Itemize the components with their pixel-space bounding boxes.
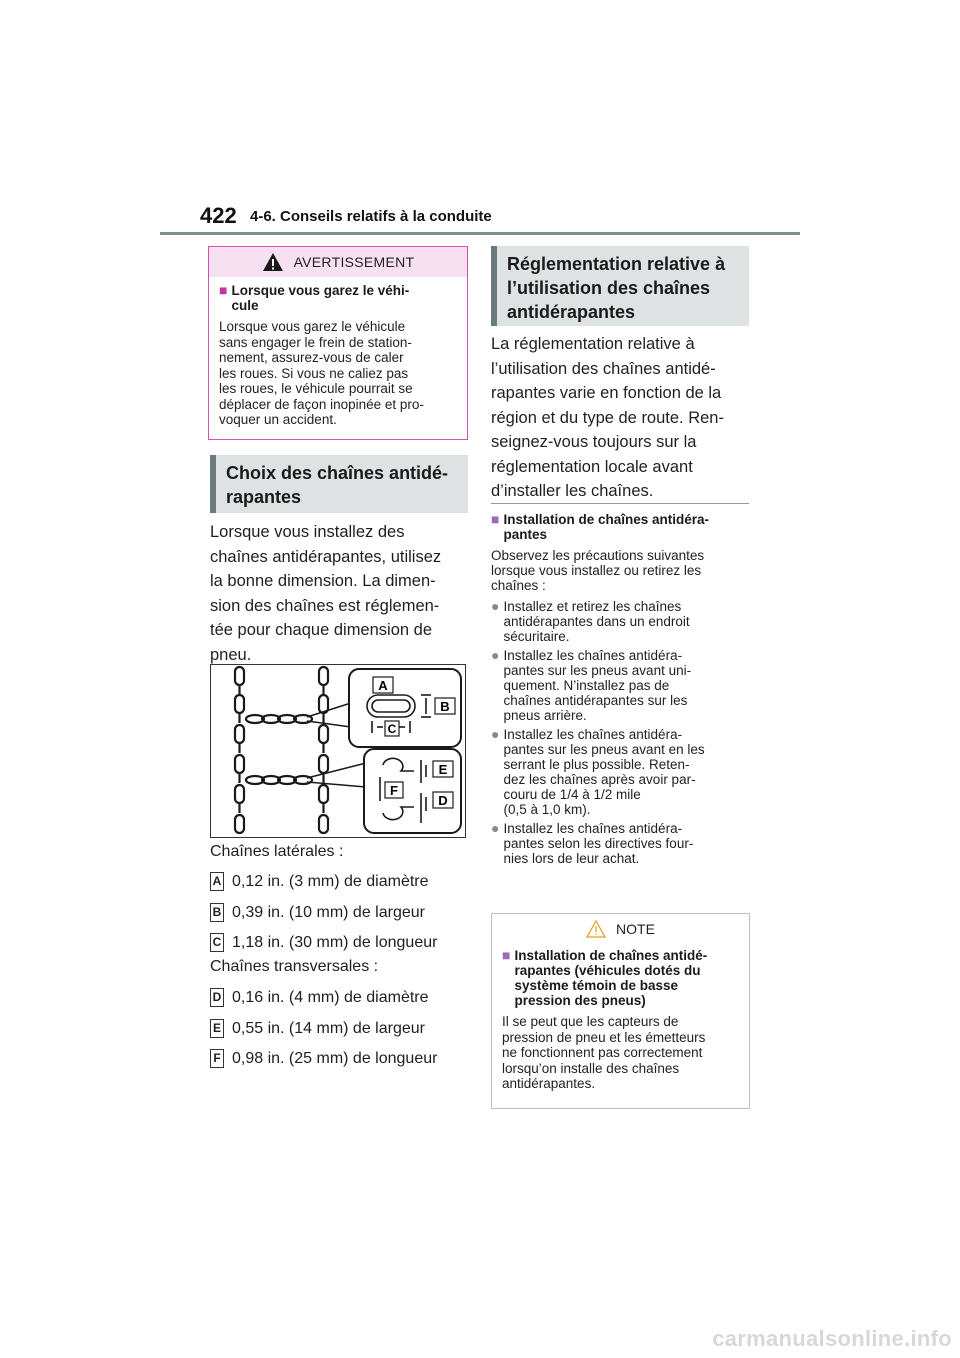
- diagram-label-d: [433, 792, 453, 808]
- warning-box: [208, 246, 468, 440]
- lateral-chains-label: Chaînes latérales :: [210, 843, 344, 860]
- chain-diagram: [210, 664, 466, 838]
- section-divider: [491, 503, 749, 504]
- letter-box-c: C: [210, 933, 224, 952]
- diagram-label-f: [385, 782, 403, 798]
- letter-box-e: E: [210, 1019, 224, 1038]
- note-text: Il se peut que les capteurs de pression de pneu et les émetteurs ne fonctionnent pas correctement lorsqu’on installe des chaînes antidérapantes.: [502, 1014, 706, 1091]
- square-bullet-icon: ■: [502, 947, 511, 963]
- note-title: NOTE: [616, 921, 655, 937]
- spec-text-f: 0,98 in. (25 mm) de longueur: [232, 1049, 438, 1067]
- section-title: 4-6. Conseils relatifs à la conduite: [250, 208, 492, 225]
- svg-text:E: E: [438, 762, 448, 777]
- spec-text-a: 0,12 in. (3 mm) de diamètre: [232, 872, 429, 890]
- letter-box-f: F: [210, 1049, 224, 1068]
- spec-text-e: 0,55 in. (14 mm) de largeur: [232, 1019, 425, 1037]
- letter-box-a: A: [210, 872, 224, 891]
- warning-text: Lorsque vous garez le véhicule sans engager le frein de station- nement, assurez-vous de caler les roues. Si vous ne caliez pas les roues, le véhicule pourrait se déplacer de façon inopinée et pro- voquer un accident.: [219, 319, 424, 427]
- reglementation-body: La réglementation relative à l’utilisation des chaînes antidé- rapantes varie en fonction de la région et du type de route. Ren- seignez-vous toujours sur la réglementation locale avant d’installer les chaînes.: [491, 335, 724, 500]
- installation-heading: Installation de chaînes antidéra- pantes: [503, 512, 710, 542]
- diagram-label-e: [433, 761, 453, 777]
- reglementation-heading: Réglementation relative à l’utilisation des chaînes antidérapantes: [491, 246, 749, 326]
- svg-text:B: B: [440, 699, 450, 714]
- spec-item-f: [210, 1049, 437, 1068]
- spec-text-d: 0,16 in. (4 mm) de diamètre: [232, 988, 429, 1006]
- warning-subtitle: Lorsque vous garez le véhi- cule: [231, 283, 410, 313]
- header-rule: [160, 232, 800, 235]
- list-item: ● Installez et retirez les chaînes antidérapantes dans un endroit sécuritaire.: [491, 598, 690, 644]
- warning-title: AVERTISSEMENT: [293, 254, 415, 270]
- installation-intro: Observez les précautions suivantes lorsque vous installez ou retirez les chaînes :: [491, 548, 705, 593]
- choix-heading: Choix des chaînes antidé- rapantes: [210, 455, 468, 513]
- choix-body: Lorsque vous installez des chaînes antidérapantes, utilisez la bonne dimension. La dimen- sion des chaînes est réglemen- tée pour chaque dimension de pneu.: [210, 523, 442, 664]
- svg-text:D: D: [438, 793, 448, 808]
- warning-triangle-icon: [262, 252, 284, 272]
- installation-subheading: [491, 512, 753, 542]
- square-bullet-icon: ■: [219, 282, 228, 298]
- watermark: carmanualsonline.info: [712, 1326, 952, 1351]
- svg-text:C: C: [387, 722, 397, 736]
- spec-text-c: 1,18 in. (30 mm) de longueur: [232, 933, 438, 951]
- bullet-dot-icon: ●: [491, 647, 500, 663]
- warning-header: [209, 247, 467, 277]
- list-item: ● Installez les chaînes antidéra- pantes sur les pneus avant en les serrant le plus possible. Reten- dez les chaînes après avoir par- couru de 1/4 à 1/2 mile (0,5 à 1,0 km).: [491, 726, 705, 817]
- letter-box-d: D: [210, 988, 224, 1007]
- note-subheading: [502, 948, 739, 1008]
- svg-text:A: A: [378, 678, 388, 693]
- bullet-dot-icon: ●: [491, 820, 500, 836]
- spec-text-b: 0,39 in. (10 mm) de largeur: [232, 903, 425, 921]
- cross-chains-label: Chaînes transversales :: [210, 958, 379, 975]
- bullet-dot-icon: ●: [491, 598, 500, 614]
- spec-item-e: [210, 1019, 425, 1038]
- caution-triangle-icon: [586, 920, 606, 938]
- bullet-dot-icon: ●: [491, 726, 500, 742]
- diagram-label-b: [435, 698, 455, 714]
- list-item: ● Installez les chaînes antidéra- pantes sur les pneus avant uni- quement. N’installez pas de chaînes antidérapantes sur les pneus arrière.: [491, 647, 692, 723]
- diagram-label-c: [385, 721, 399, 736]
- warning-subheading: [219, 283, 457, 313]
- spec-item-a: [210, 872, 429, 891]
- installation-section: [491, 512, 753, 870]
- note-subtitle: Installation de chaînes antidé- rapantes (véhicules dotés du système témoin de basse pression des pneus): [514, 948, 708, 1008]
- letter-box-b: B: [210, 903, 224, 922]
- list-item: ● Installez les chaînes antidéra- pantes selon les directives four- nies lors de leur achat.: [491, 820, 694, 866]
- diagram-label-a: [373, 677, 393, 693]
- svg-text:F: F: [390, 783, 398, 798]
- chain-illustration: [211, 665, 465, 837]
- spec-item-c: [210, 933, 437, 952]
- square-bullet-icon: ■: [491, 511, 500, 527]
- spec-item-b: [210, 903, 425, 922]
- note-header: [492, 914, 749, 944]
- spec-item-d: [210, 988, 429, 1007]
- note-box: [491, 913, 750, 1109]
- page-number: 422: [200, 203, 237, 228]
